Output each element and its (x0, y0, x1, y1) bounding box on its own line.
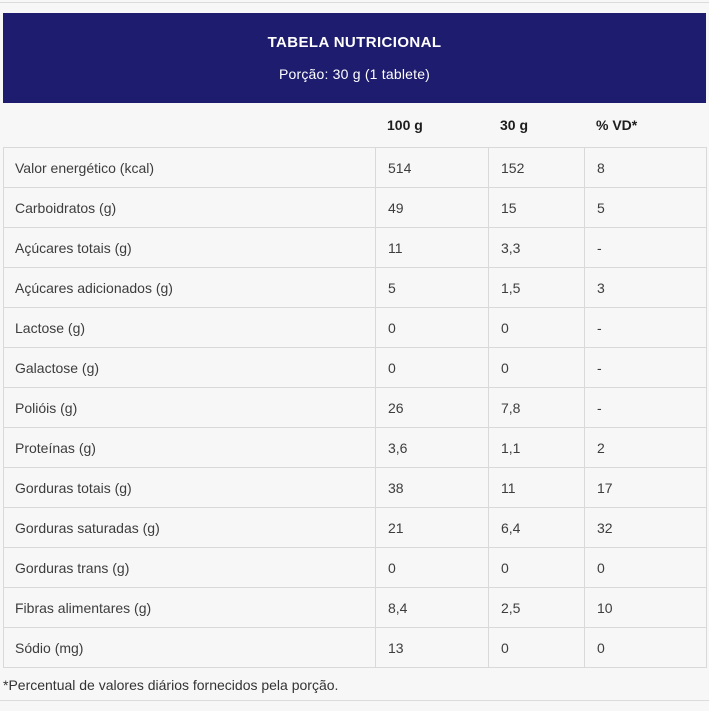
value-30g-cell: 1,5 (489, 268, 585, 308)
value-100g-cell: 0 (376, 348, 489, 388)
value-100g-cell: 3,6 (376, 428, 489, 468)
nutrient-name-cell: Gorduras totais (g) (4, 468, 376, 508)
value-30g-cell: 3,3 (489, 228, 585, 268)
value-percent-vd-cell: - (585, 348, 707, 388)
table-row (4, 148, 707, 188)
value-100g-cell: 26 (376, 388, 489, 428)
table-row (4, 228, 707, 268)
value-30g-cell: 0 (489, 548, 585, 588)
value-100g-cell: 0 (376, 308, 489, 348)
nutrient-name-cell: Proteínas (g) (4, 428, 376, 468)
column-header-30g: 30 g (500, 117, 529, 133)
nutrient-name-cell: Polióis (g) (4, 388, 376, 428)
nutrition-table-banner (3, 13, 706, 103)
page-title: TABELA NUTRICIONAL (267, 34, 442, 51)
nutrition-table-body (4, 148, 707, 668)
table-row (4, 548, 707, 588)
table-row (4, 588, 707, 628)
nutrition-table (3, 147, 707, 668)
value-percent-vd-cell: 8 (585, 148, 707, 188)
table-row (4, 348, 707, 388)
value-100g-cell: 11 (376, 228, 489, 268)
value-percent-vd-cell: 5 (585, 188, 707, 228)
value-100g-cell: 49 (376, 188, 489, 228)
value-percent-vd-cell: 0 (585, 548, 707, 588)
value-100g-cell: 5 (376, 268, 489, 308)
nutrient-name-cell: Galactose (g) (4, 348, 376, 388)
nutrient-name-cell: Açúcares adicionados (g) (4, 268, 376, 308)
top-divider (0, 2, 709, 3)
column-header-percent-vd: % VD* (596, 117, 638, 133)
value-30g-cell: 0 (489, 628, 585, 668)
nutrient-name-cell: Valor energético (kcal) (4, 148, 376, 188)
table-row (4, 388, 707, 428)
value-30g-cell: 1,1 (489, 428, 585, 468)
value-30g-cell: 0 (489, 348, 585, 388)
value-30g-cell: 6,4 (489, 508, 585, 548)
value-30g-cell: 15 (489, 188, 585, 228)
value-percent-vd-cell: 32 (585, 508, 707, 548)
table-row (4, 508, 707, 548)
value-percent-vd-cell: 0 (585, 628, 707, 668)
nutrition-facts-page (0, 2, 709, 711)
nutrient-name-cell: Gorduras trans (g) (4, 548, 376, 588)
column-header-row (3, 103, 706, 147)
value-100g-cell: 8,4 (376, 588, 489, 628)
nutrient-name-cell: Gorduras saturadas (g) (4, 508, 376, 548)
value-percent-vd-cell: 10 (585, 588, 707, 628)
table-row (4, 428, 707, 468)
table-row (4, 308, 707, 348)
table-row (4, 628, 707, 668)
nutrient-name-cell: Sódio (mg) (4, 628, 376, 668)
serving-size-label: Porção: 30 g (1 tablete) (278, 66, 431, 82)
value-30g-cell: 7,8 (489, 388, 585, 428)
table-row (4, 268, 707, 308)
value-100g-cell: 514 (376, 148, 489, 188)
value-percent-vd-cell: - (585, 388, 707, 428)
table-row (4, 188, 707, 228)
value-percent-vd-cell: 3 (585, 268, 707, 308)
nutrient-name-cell: Fibras alimentares (g) (4, 588, 376, 628)
daily-values-footnote: *Percentual de valores diários fornecidos pela porção. (3, 677, 339, 693)
nutrient-name-cell: Carboidratos (g) (4, 188, 376, 228)
value-30g-cell: 2,5 (489, 588, 585, 628)
value-100g-cell: 0 (376, 548, 489, 588)
value-100g-cell: 38 (376, 468, 489, 508)
nutrient-name-cell: Açúcares totais (g) (4, 228, 376, 268)
bottom-divider (0, 700, 709, 701)
value-percent-vd-cell: - (585, 308, 707, 348)
value-30g-cell: 0 (489, 308, 585, 348)
value-percent-vd-cell: 17 (585, 468, 707, 508)
value-100g-cell: 21 (376, 508, 489, 548)
value-100g-cell: 13 (376, 628, 489, 668)
value-percent-vd-cell: - (585, 228, 707, 268)
value-percent-vd-cell: 2 (585, 428, 707, 468)
column-header-100g: 100 g (387, 117, 423, 133)
nutrient-name-cell: Lactose (g) (4, 308, 376, 348)
table-row (4, 468, 707, 508)
value-30g-cell: 152 (489, 148, 585, 188)
value-30g-cell: 11 (489, 468, 585, 508)
